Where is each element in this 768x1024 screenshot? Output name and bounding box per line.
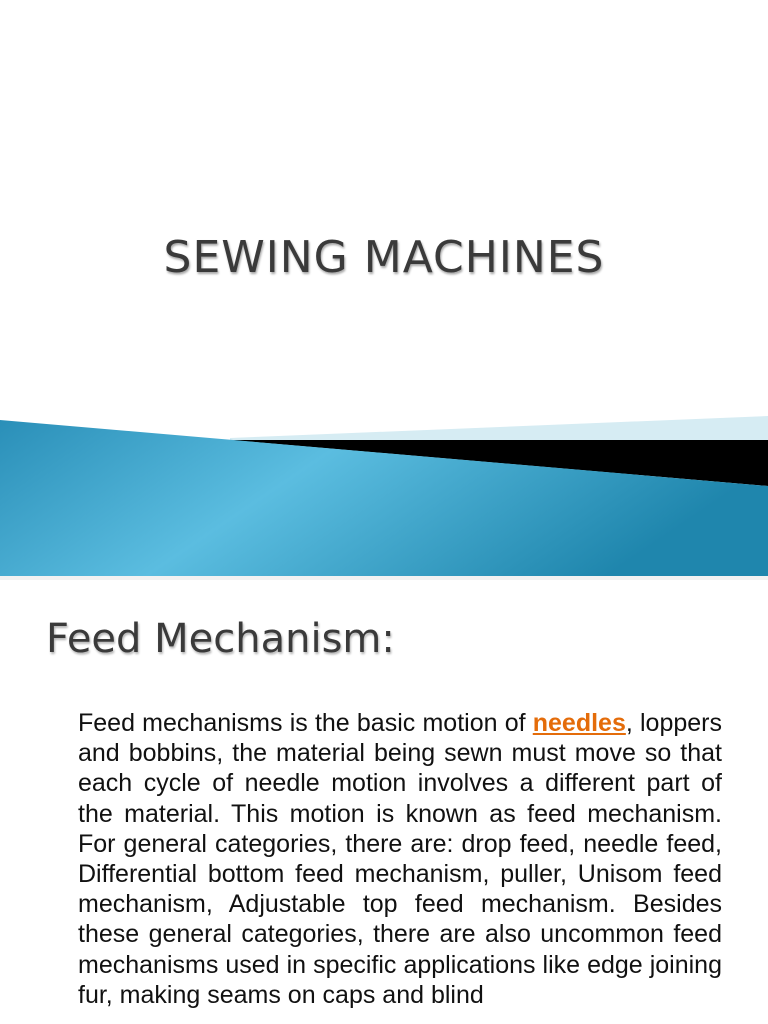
slide-heading: Feed Mechanism: [46, 616, 395, 662]
content-slide [0, 580, 768, 1024]
paragraph-text-start: Feed mechanisms is the basic motion of [78, 709, 533, 737]
paragraph-text-rest: , loppers and bobbins, the material being sewn must move so that each cycle of needle motion involves a different part of the material. This motion is known as feed mechanism. For general categories, there are: drop feed, needle feed, Differential bottom feed mechanism, puller, Unisom feed mechanism, Adjustable top feed mechanism. Besides these general categories, there are also uncommon feed mechanisms used in specific applications like edge joining fur, making seams on caps and blind [78, 709, 722, 1009]
needles-link[interactable]: needles [532, 709, 626, 737]
slide-title: SEWING MACHINES [163, 232, 605, 283]
body-paragraph [78, 708, 722, 1010]
decorative-banner [0, 410, 768, 576]
banner-pale-stripe [230, 416, 768, 440]
